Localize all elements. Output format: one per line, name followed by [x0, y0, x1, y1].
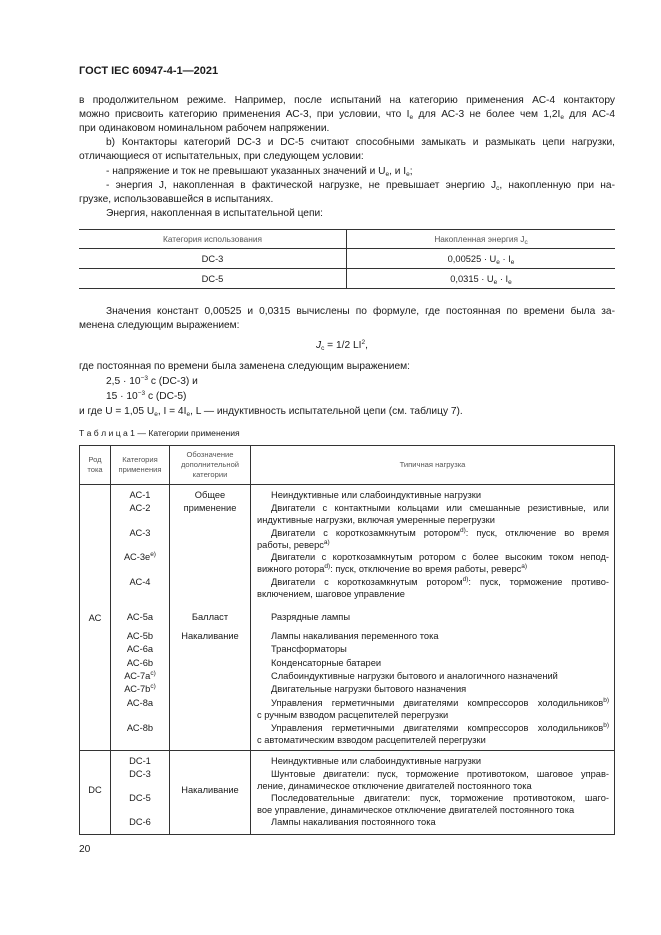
load-text: Лампы накаливания переменного тока [271, 631, 439, 641]
energy-intro: Энергия, накопленная в испытательной цепи: [106, 208, 324, 219]
energy-table-category: DC-3 [79, 249, 347, 269]
load-text: Неиндуктивные или слабоиндуктивные нагрузки [271, 490, 482, 500]
load-text: Двигатели с контактными кольцами или смешанные резистивные, или [271, 503, 609, 513]
load-text: Двигательные нагрузки бытового назначения [271, 684, 467, 694]
current-kind-ac: АС [88, 613, 102, 623]
additional-category-cell [170, 485, 251, 751]
category-code: АС-4 [129, 577, 151, 587]
header-current-kind: Род тока [80, 446, 111, 485]
category-code: DC-5 [129, 793, 151, 803]
header-typical-load: Типичная нагрузка [251, 446, 615, 485]
energy-table-header-energy: Накопленная энергия $J_c$ [434, 234, 528, 246]
typical-load-cell [251, 751, 615, 835]
load-text: Управления герметичными двигателями компрессоров холодильников$^{b)}$ [271, 722, 609, 733]
energy-table-header-category: Категория использования [79, 230, 347, 249]
paragraph-b-line: отличающиеся от испытательных, при следующем условии: [79, 151, 364, 162]
current-kind-cell [80, 751, 111, 835]
load-text: Управления герметичными двигателями компрессоров холодильников$^{b)}$ [271, 697, 609, 708]
load-text: с ручным взводом расцепителей перегрузки [257, 710, 449, 720]
category-code: DC-3 [129, 769, 151, 779]
load-text: Трансформаторы [271, 644, 347, 654]
category-code: $АС-7а^{с)}$ [124, 670, 156, 681]
header-category: Категория применения [111, 446, 170, 485]
additional-general: Общее [194, 490, 226, 500]
load-text: Конденсаторные батареи [271, 658, 382, 668]
load-text: Двигатели с короткозамкнутым ротором$^{d)}$: пуск, отключение во время [271, 527, 609, 538]
category-code: АС-5а [126, 612, 154, 622]
table-row-ac [80, 485, 615, 751]
category-code: АС-5b [126, 631, 154, 641]
additional-incandescent: Накаливание [181, 631, 239, 641]
additional-category-cell [170, 751, 251, 835]
load-text: с автоматическим взводом расцепителей перегрузки [257, 735, 486, 745]
typical-load-cell [251, 485, 615, 751]
category-code: АС-3 [129, 528, 151, 538]
load-text: Последовательные двигатели: пуск, торможение противотоком, шаго- [271, 793, 609, 803]
current-kind-cell [80, 485, 111, 751]
load-text: вое управление, динамическое отключение двигателей постоянного тока [257, 805, 575, 815]
category-code: АС-6а [126, 644, 154, 654]
energy-table-category: DC-5 [79, 269, 347, 289]
category-code: $АС-7b^{с)}$ [124, 683, 156, 694]
load-text: работы, реверс$^{а)}$ [257, 539, 330, 550]
load-text: Шунтовые двигатели: пуск, торможение противотоком, шаговое управ- [271, 769, 609, 779]
dash-item: - энергия J, накопленная в фактической нагрузке, не превышает энергию $J_c$, накопленную при на- [106, 180, 615, 192]
header-additional: Обозначение дополнительной категории [170, 446, 251, 485]
document-header: ГОСТ IEC 60947-4-1—2021 [79, 65, 219, 77]
additional-general: применение [183, 503, 237, 513]
formula: $J_c = 1/2$ $LI^2$, [316, 339, 368, 352]
table-row-dc [80, 751, 615, 835]
time-constant-value: $2,5 \cdot 10^{-3}$ с (DC-3) и [106, 375, 198, 387]
paragraph-line: можно присвоить категорию применения АС-3, при условии, что $I_е$ для АС-3 не более чем $1,2I_е$ для АС-4 [79, 109, 615, 121]
energy-table-value: $0,00525 \cdot U_е \cdot I_е$ [447, 253, 515, 266]
load-text: включением, шаговое управление [257, 589, 405, 599]
time-constant-value: $15 \cdot 10^{-3}$ с (DC-5) [106, 390, 187, 402]
additional-incandescent: Накаливание [181, 785, 239, 795]
table-row [79, 249, 615, 269]
load-text: Двигатели с короткозамкнутым ротором с более высоким током непод- [271, 552, 609, 562]
paragraph-line: при одинаковом номинальном рабочем напряжении. [79, 123, 330, 134]
category-code: DC-1 [129, 756, 151, 766]
dash-item: - напряжение и ток не превышают указанных значений и $U_е$, и $I_е$; [106, 166, 413, 178]
category-code: DC-6 [129, 817, 151, 827]
energy-table [79, 229, 615, 289]
energy-table-value: $0,0315 \cdot U_е \cdot I_е$ [450, 273, 512, 286]
load-text: индуктивные нагрузки, включая умеренные перегрузки [257, 515, 495, 525]
load-text: Разрядные лампы [271, 612, 351, 622]
category-code: $АС-3е^{е)}$ [124, 551, 156, 562]
load-text: Слабоиндуктивные нагрузки бытового и аналогичного назначений [271, 671, 558, 681]
load-text: ление, динамическое отключение двигателей постоянного тока [257, 781, 532, 791]
category-code: АС-8b [126, 723, 154, 733]
category-code: АС-6b [126, 658, 154, 668]
load-text: вижного ротора$^{d)}$: пуск, отключение во время работы, реверс$^{а)}$ [257, 563, 528, 574]
variables-definition: и где U = 1,05 $U_е$, $I = 4I_е$, L — индуктивность испытательной цепи (см. таблицу 7). [79, 406, 463, 418]
load-text: Неиндуктивные или слабоиндуктивные нагрузки [271, 756, 482, 766]
load-text: Двигатели с короткозамкнутым ротором$^{d)}$: пуск, торможение противо- [271, 576, 609, 587]
table-row [79, 269, 615, 289]
category-code: АС-8а [126, 698, 154, 708]
category-code: АС-1 [129, 490, 151, 500]
table-caption: Т а б л и ц а 1 — Категории применения [79, 428, 240, 438]
category-code: АС-2 [129, 503, 151, 513]
additional-ballast: Балласт [191, 612, 229, 622]
time-constant-intro: где постоянная по времени была заменена следующим выражением: [79, 361, 410, 372]
constants-line: менена следующим выражением: [79, 320, 240, 331]
category-cell [111, 751, 170, 835]
category-cell [111, 485, 170, 751]
paragraph-line: в продолжительном режиме. Например, после испытаний на категорию применения АС-4 контактору [79, 95, 615, 106]
current-kind-dc: DC [88, 785, 102, 795]
load-text: Лампы накаливания постоянного тока [271, 817, 436, 827]
paragraph-b-line: b) Контакторы категорий DC-3 и DC-5 считают способными замыкать и размыкать цепи нагрузки, [106, 137, 615, 148]
dash-item-continuation: грузке, использовавшейся в испытаниях. [79, 194, 274, 205]
categories-table [79, 445, 615, 835]
constants-line: Значения констант 0,00525 и 0,0315 вычислены по формуле, где постоянная по времени была за- [106, 306, 615, 317]
page-number: 20 [79, 844, 91, 855]
